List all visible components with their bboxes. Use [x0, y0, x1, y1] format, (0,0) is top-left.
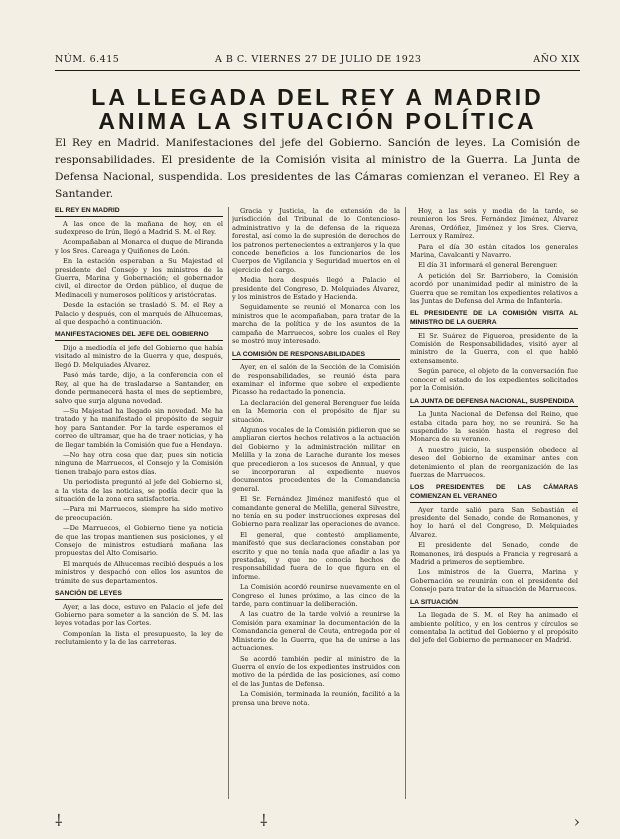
section-heading: LA SITUACIÓN — [410, 599, 578, 609]
article-paragraph: Pasó más tarde, dijo, a la conferencia con el Rey, al que ha de trasladarse a Santander, en donde permanecerá hasta el mes de septiembre, salvo que surja alguna novedad. — [55, 371, 223, 405]
article-paragraph: A las cuatro de la tarde volvió a reunirse la Comisión para examinar la documentación de la Comandancia general de Ceuta, entregada por el Ministerio de la Guerra, que ha de unirse a las actuaciones. — [232, 610, 400, 653]
article-paragraph: Se acordó también pedir al ministro de la Guerra el envío de los expedientes instruidos con motivo de la pérdida de las posiciones, así como el de las Juntas de Defensa. — [232, 654, 400, 688]
article-paragraph: El general, que contestó ampliamente, manifestó que sus declaraciones constaban por escrito y que no tenía nada que añadir a las ya prestadas, y que no conocía hechos de responsabilidad fuera de lo que figura en el informe. — [232, 530, 400, 581]
article-paragraph: El Sr. Fernández Jiménez manifestó que el comandante general de Melilla, general Silvestre, no tenía en su poder instrucciones expresas del Gobierno para realizar las operaciones de avance. — [232, 495, 400, 529]
article-paragraph: La Junta Nacional de Defensa del Reino, que estaba citada para hoy, no se reunirá. Se ha suspendido la sesión hasta el regreso del Monarca de su veraneo. — [410, 410, 578, 444]
page-mark-center: ⸸ — [260, 811, 268, 830]
article-paragraph: A las once de la mañana de hoy, en el sudexpreso de Irún, llegó a Madrid S. M. el Rey. — [55, 219, 223, 236]
masthead — [55, 54, 580, 68]
article-paragraph: Componían la lista el presupuesto, la ley de reclutamiento y la de las carreteras. — [55, 629, 223, 647]
article-paragraph: Ayer tarde salió para San Sebastián el presidente del Senado, conde de Romanones, y hoy lo hará el del Congreso, D. Melquiades Álvarez. — [410, 505, 578, 539]
article-paragraph: La Comisión, terminada la reunión, facilitó a la prensa una breve nota. — [232, 690, 400, 707]
column-divider — [405, 207, 406, 799]
article-paragraph: Hoy, a las seis y media de la tarde, se reunieron los Sres. Fernández Jiménez, Álvarez Arenas, Ordóñez, Jiménez y los Sres. Cierva, Lerroux y Ramírez. — [410, 207, 578, 241]
article-paragraph: Para el día 30 están citados los generales Marina, Cavalcanti y Navarro. — [410, 242, 578, 260]
article-paragraph: Acompañaban al Monarca el duque de Miranda y los Sres. Careaga y Quiñones de León. — [55, 238, 223, 255]
column-3 — [410, 207, 578, 799]
article-paragraph: Algunos vocales de la Comisión pidieron que se ampliaran ciertos hechos relativos a la actuación del Gobierno y la administración militar en Melilla y la zona de Larache durante los meses que precedieron a los sucesos de Annual, y que se incorporaran al expediente nuevos documentos procedentes de la Comandancia general. — [232, 425, 400, 493]
article-paragraph: Los ministros de la Guerra, Marina y Gobernación se reunirán con el presidente del Consejo para tratar de la situación de Marruecos. — [410, 568, 578, 594]
year-label: AÑO XIX — [533, 54, 580, 65]
article-paragraph: Ayer, a las doce, estuvo en Palacio el jefe del Gobierno para someter a la sanción de S. M. las leyes votadas por las Cortes. — [55, 602, 223, 628]
masthead-rule — [55, 70, 580, 71]
section-heading: LOS PRESIDENTES DE LAS CÁMARAS COMIENZAN EL VERANEO — [410, 484, 578, 502]
article-paragraph: —Su Majestad ha llegado sin novedad. Me ha tratado y ha manifestado el propósito de seguir hoy para Santander. Por la tarde esperamos el correo de ultramar, que ha de traer noticias, y ha de llegar también la Comisión que fue a Hendaya. — [55, 406, 223, 449]
article-paragraph: Ayer, en el salón de la Sección de la Comisión de responsabilidades, se reunió ésta para examinar el informe que sobre el expediente Picasso ha redactado la ponencia. — [232, 363, 400, 397]
article-paragraph: La Comisión acordó reunirse nuevamente en el Congreso el lunes próximo, a las cinco de la tarde, para continuar la deliberación. — [232, 583, 400, 609]
article-paragraph: La llegada de S. M. el Rey ha animado el ambiente político, y en los centros y círculos se comentaba la actitud del Gobierno y el propósito del jefe del Gobierno de permanecer en Madrid. — [410, 611, 578, 645]
issue-number: NÚM. 6.415 — [55, 54, 120, 65]
page-mark-left: ⸸ — [55, 811, 63, 830]
article-paragraph: El Sr. Suárez de Figueroa, presidente de la Comisión de Responsabilidades, visitó ayer al ministro de la Guerra, con el que habló extensamente. — [410, 331, 578, 365]
headline-line-1: LA LLEGADA DEL REY A MADRID — [91, 84, 544, 110]
article-paragraph: Según parece, el objeto de la conversación fue conocer el estado de los expedientes solicitados por la Comisión. — [410, 367, 578, 393]
section-heading: SANCIÓN DE LEYES — [55, 590, 223, 600]
section-heading: MANIFESTACIONES DEL JEFE DEL GOBIERNO — [55, 331, 223, 341]
section-heading: EL PRESIDENTE DE LA COMISIÓN VISITA AL MINISTRO DE LA GUERRA — [410, 310, 578, 328]
section-heading: LA JUNTA DE DEFENSA NACIONAL, SUSPENDIDA — [410, 398, 578, 408]
article-paragraph: Un periodista preguntó al jefe del Gobierno si, a la vista de las noticias, se podía decir que la situación de la zona era satisfactoria. — [55, 478, 223, 503]
article-paragraph: Gracia y Justicia, la de extensión de la jurisdicción del Tribunal de lo Contencioso-administrativo y la de defensa de la riqueza forestal, así como la de supresión de derechos de los patronos pertenecientes a extranjeros y la que concede beneficios a los funcionarios de los Cuerpos de Vigilancia y Seguridad muertos en el ejercicio del cargo. — [232, 207, 400, 274]
article-paragraph: —De Marruecos, el Gobierno tiene ya noticia de que las tropas mantienen sus posiciones, y el Consejo de ministros estudiará mañana las propuestas del Alto Comisario. — [55, 524, 223, 558]
section-heading: EL REY EN MADRID — [55, 207, 223, 217]
article-paragraph: A petición del Sr. Barriobero, la Comisión acordó por unanimidad pedir al ministro de la Guerra que se remitan los expedientes relativos a las Juntas de Defensa del Arma de Infantería. — [410, 271, 578, 306]
article-paragraph: Desde la estación se trasladó S. M. el Rey a Palacio y después, con el marqués de Alhucemas, al que despachó a continuación. — [55, 301, 223, 327]
article-paragraph: —Para mi Marruecos, siempre ha sido motivo de preocupación. — [55, 505, 223, 522]
article-paragraph: En la estación esperaban a Su Majestad el presidente del Consejo y los ministros de la Guerra, Marina y Gobernación; el gobernador civil, el director de Orden público, el duque de Medinaceli y numerosos políticos y aristócratas. — [55, 257, 223, 299]
column-2 — [232, 207, 400, 799]
dateline: A B C. VIERNES 27 DE JULIO DE 1923 — [215, 54, 422, 65]
headline-line-2: ANIMA LA SITUACIÓN POLÍTICA — [98, 108, 537, 134]
column-1 — [55, 207, 223, 799]
article-paragraph: El presidente del Senado, conde de Romanones, irá después a Francia y regresará a Madrid a primeros de septiembre. — [410, 541, 578, 566]
article-paragraph: El día 31 informará el general Berenguer. — [418, 261, 558, 270]
article-paragraph: La declaración del general Berenguer fue leída en la Memoria con el propósito de fijar su situación. — [232, 398, 400, 424]
article-paragraph: Dijo a mediodía el jefe del Gobierno que había visitado al ministro de la Guerra y que, después, llegó D. Melquiades Álvarez. — [55, 344, 223, 369]
subheadline-summary: El Rey en Madrid. Manifestaciones del jefe del Gobierno. Sanción de leyes. La Comisión de responsabilidades. El presidente de la Comisión visita al ministro de la Guerra. La Junta de Defensa Nacional, suspendida. Los presidentes de las Cámaras comienzan el veraneo. El Rey a Santander. — [55, 137, 580, 200]
column-divider — [228, 207, 229, 799]
article-paragraph: A nuestro juicio, la suspensión obedece al deseo del Gobierno de examinar antes con detenimiento el plan de reorganización de las fuerzas de Marruecos. — [410, 445, 578, 479]
article-paragraph: Media hora después llegó a Palacio el presidente del Congreso, D. Melquiades Álvarez, y los ministros de Estado y Hacienda. — [232, 276, 400, 302]
article-paragraph: —No hay otra cosa que dar, pues sin noticia ninguna de Marruecos, el Consejo y la Comisión tienen trabajo para estos días. — [55, 450, 223, 476]
article-paragraph: Seguidamente se reunió el Monarca con los ministros que le acompañaban, para tratar de la marcha de la política y de los asuntos de la campaña de Marruecos, sobre los cuales el Rey se mostró muy interesado. — [232, 303, 400, 346]
page-mark-right: › — [573, 812, 580, 831]
article-paragraph: El marqués de Alhucemas recibió después a los ministros y despachó con ellos los asuntos de trámite de sus departamentos. — [55, 559, 223, 585]
section-heading: LA COMISIÓN DE RESPONSABILIDADES — [232, 351, 400, 361]
